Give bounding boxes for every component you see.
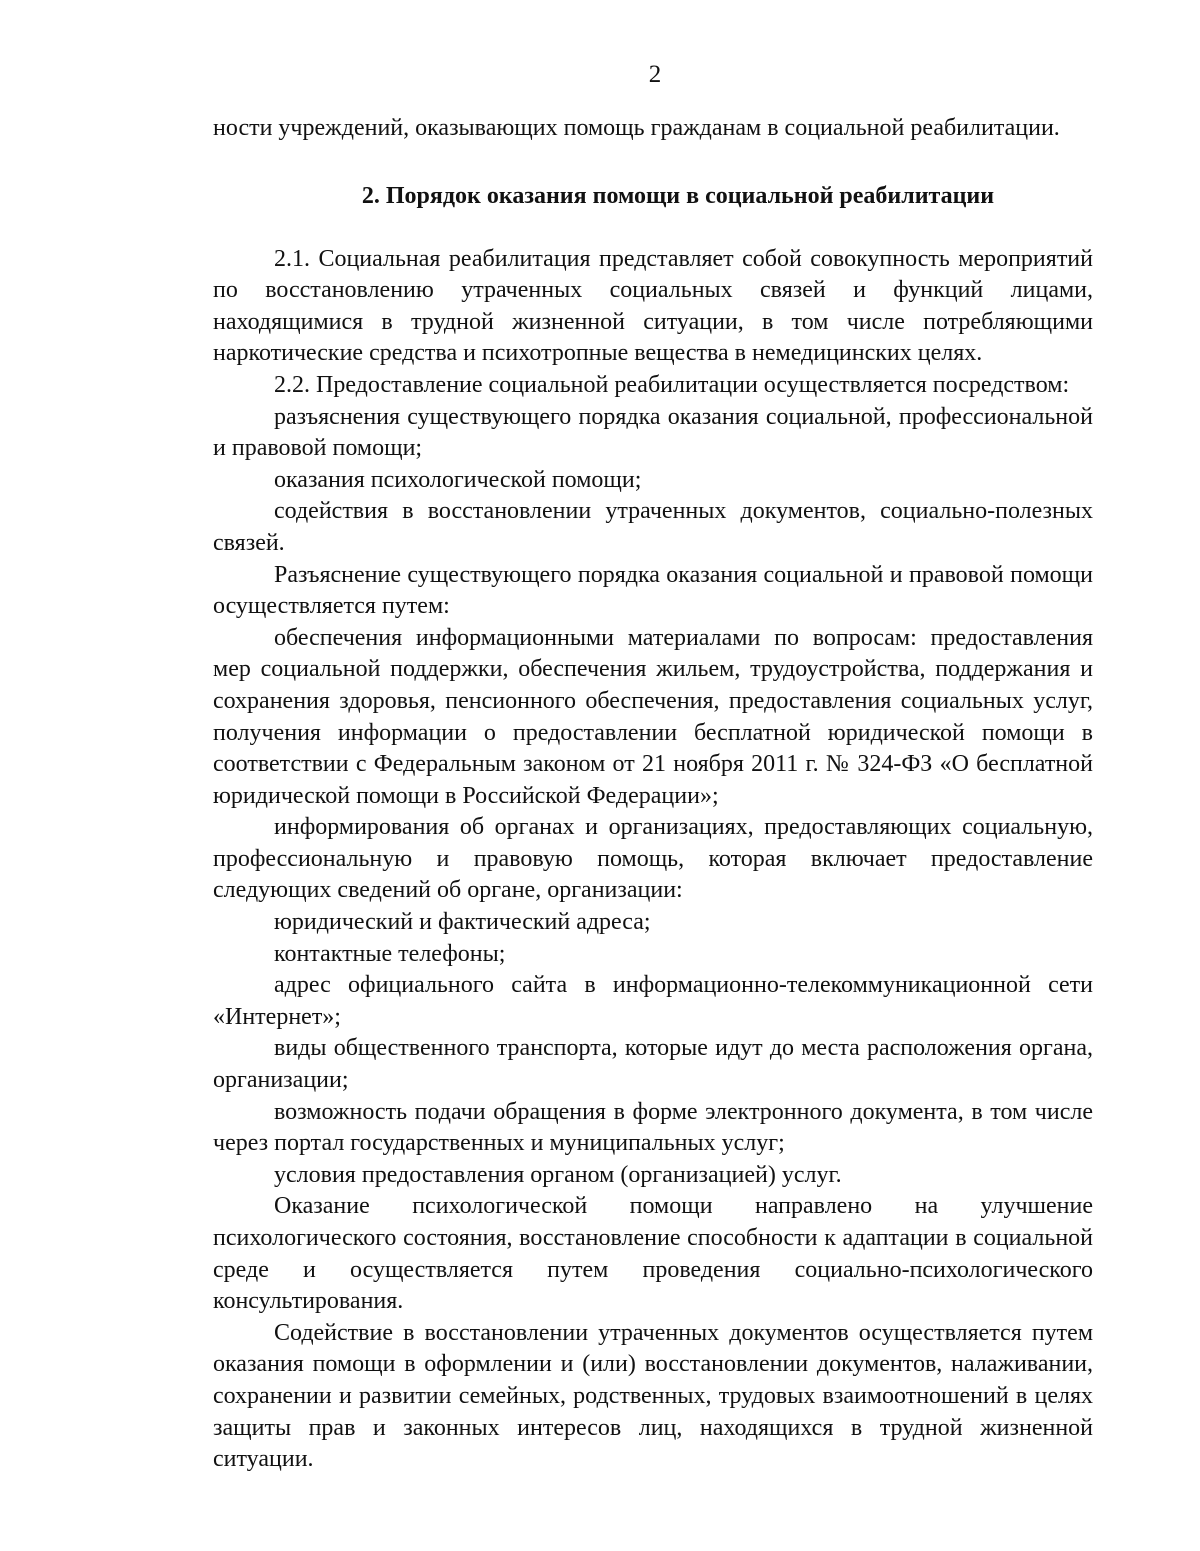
list-item-electronic-appeal: возможность подачи обращения в форме электронного документа, в том числе через портал государственных и муниципальных услуг; — [213, 1098, 1093, 1157]
list-item-addresses: юридический и фактический адреса; — [274, 909, 651, 936]
paragraph-document-assistance: Содействие в восстановлении утраченных документов осуществляется путем оказания помощи в оформлении и (или) восстановлении документов, налаживании, сохранении и развитии семейных, родственных, трудовых взаимоотношений в целях защиты прав и законных интересов лиц, находящихся в трудной жизненной ситуации. — [213, 1319, 1093, 1473]
document-body — [213, 113, 1093, 1476]
list-item-document-restoration: содействия в восстановлении утраченных документов, социально-полезных связей. — [213, 498, 1093, 556]
list-item-psychological-help: оказания психологической помощи; — [274, 466, 642, 493]
list-item-transport: виды общественного транспорта, которые идут до места расположения органа, организации; — [213, 1035, 1093, 1094]
intro-paragraph: ности учреждений, оказывающих помощь гражданам в социальной реабилитации. — [213, 115, 1060, 141]
list-item-explanation: разъяснения существующего порядка оказания социальной, профессиональной и правовой помощи; — [213, 403, 1093, 462]
list-item-informing-organizations: информирования об органах и организациях, предоставляющих социальную, профессиональную и правовую помощь, которая включает предоставление следующих сведений об органе, организации: — [213, 814, 1093, 904]
paragraph-2-2: 2.2. Предоставление социальной реабилитации осуществляется посредством: — [274, 371, 1070, 398]
list-item-information-materials: обеспечения информационными материалами по вопросам: предоставления мер социальной поддержки, обеспечения жильем, трудоустройства, поддержания и сохранения здоровья, пенсионного обеспечения, предоставления социальных услуг, получения информации о предоставлении бесплатной юридической помощи в соответствии с Федеральным законом от 21 ноября 2011 г. № 324-ФЗ «О бесплатной юридической помощи в Российской Федерации»; — [213, 624, 1093, 809]
paragraph-2-1: 2.1. Социальная реабилитация представляет собой совокупность мероприятий по восстановлению утраченных социальных связей и функций лицами, находящимися в трудной жизненной ситуации, в том числе потребляющими наркотические средства и психотропные вещества в немедицинских целях. — [213, 245, 1093, 367]
paragraph-explanation-method: Разъяснение существующего порядка оказания социальной и правовой помощи осуществляется путем: — [213, 561, 1093, 620]
list-item-phones: контактные телефоны; — [274, 940, 506, 967]
list-item-service-conditions: условия предоставления органом (организацией) услуг. — [274, 1161, 842, 1188]
paragraph-psychological-help: Оказание психологической помощи направлено на улучшение психологического состояния, восстановление способности к адаптации в социальной среде и осуществляется путем проведения социально-психологического консультирования. — [213, 1193, 1093, 1315]
page-number: 2 — [648, 61, 662, 88]
list-item-website: адрес официального сайта в информационно-телекоммуникационной сети «Интернет»; — [213, 972, 1093, 1030]
section-heading: 2. Порядок оказания помощи в социальной реабилитации — [361, 182, 995, 209]
